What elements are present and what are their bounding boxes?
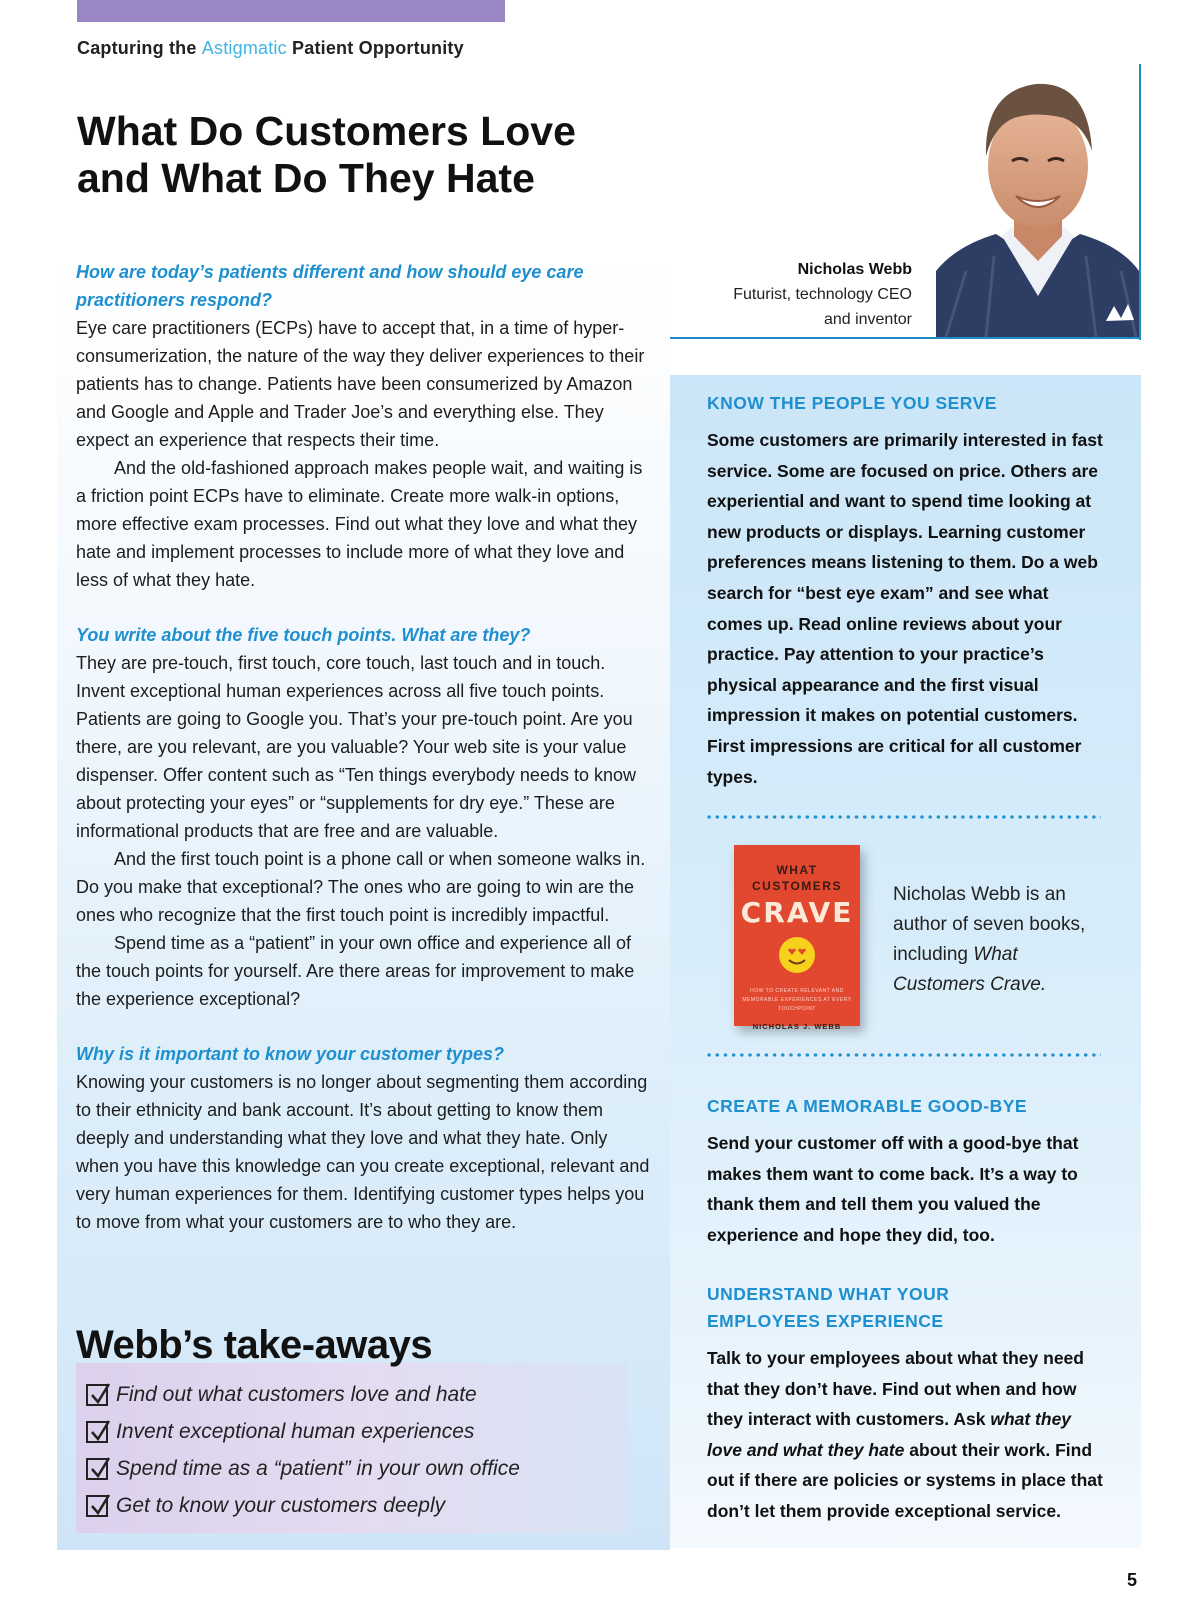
running-head-pre: Capturing the <box>77 38 202 58</box>
page-number: 5 <box>1127 1570 1138 1590</box>
book-author: NICHOLAS J. WEBB <box>752 1022 842 1031</box>
book-caption-text: Nicholas Webb is an author of seven books, including <box>893 884 1086 965</box>
portrait-rule-vertical <box>1139 64 1141 340</box>
takeaway-text: Get to know your customers deeply <box>116 1493 446 1517</box>
sidebar-heading-3: UNDERSTAND WHAT YOUR EMPLOYEES EXPERIENCE <box>707 1284 950 1331</box>
answer-1-paragraph-1: Eye care practitioners (ECPs) have to accept that, in a time of hyper-consumerization, the nature of the way they deliver experiences to their patients has to change. Patients have been consumerized by Amazon and Google and Apple and Trader Joe’s and everything else. They expect an experience that respects their time. <box>76 318 645 450</box>
article-body <box>76 258 651 1236</box>
sidebar-body-3-post: about their work. Find out if there are policies or systems in place that don’t let them provide exceptional service. <box>707 1439 1103 1521</box>
portrait-rule-horizontal <box>670 337 1141 339</box>
answer-2-paragraph-2: And the first touch point is a phone call or when someone walks in. Do you make that exceptional? The ones who are going to win are the ones who recognize that the first touch point is incredibly impactful. <box>76 849 646 925</box>
sidebar-body-3-emphasis: what they love and what they hate <box>707 1409 1072 1460</box>
sidebar-section-goodbye <box>707 1093 1107 1250</box>
question-2: You write about the five touch points. What are they? <box>76 625 531 645</box>
question-3: Why is it important to know your customer types? <box>76 1044 505 1064</box>
book-caption-title: What Customers Crave. <box>893 944 1047 995</box>
sidebar-body-3 <box>707 1343 1107 1527</box>
question-1: How are today’s patients different and how should eye care practitioners respond? <box>76 262 584 310</box>
byline-role-1: Futurist, technology CEO <box>733 286 912 303</box>
sidebar-section-know-people <box>707 390 1107 792</box>
takeaway-item <box>86 1376 520 1413</box>
book-caption <box>893 880 1093 1000</box>
book-title-small: WHAT CUSTOMERS <box>752 863 842 893</box>
takeaway-item <box>86 1487 520 1524</box>
running-head-post: Patient Opportunity <box>286 38 464 58</box>
takeaway-item <box>86 1413 520 1450</box>
answer-2-paragraph-1: They are pre-touch, first touch, core touch, last touch and in touch. Invent exceptional human experiences across all five touch points. Patients are going to Google you. That’s your pre-touch point. Are you there, are you relevant, are you valuable? Your web site is your value dispenser. Offer content such as “Ten things everybody needs to know about protecting your eyes” or “supplements for dry eye.” These are informational products that are free and are valuable. <box>76 653 636 841</box>
answer-2-paragraph-3: Spend time as a “patient” in your own office and experience all of the touch points for yourself. Are there areas for improvement to make the experience exceptional? <box>76 933 635 1009</box>
answer-1-paragraph-2: And the old-fashioned approach makes people wait, and waiting is a friction point ECPs have to eliminate. Create more walk-in options, more effective exam processes. Find out what they love and what they hate and implement processes to include more of what they love and less of what they hate. <box>76 458 643 590</box>
sidebar-body-3-pre: Talk to your employees about what they need that they don’t have. Find out when and how they interact with customers. Ask <box>707 1348 1084 1430</box>
sidebar-body-2: Send your customer off with a good-bye that makes them want to come back. It’s a way to thank them and tell them you valued the experience and hope they did, too. <box>707 1133 1079 1245</box>
page-title: What Do Customers Love and What Do They Hate <box>77 108 576 201</box>
sidebar-section-employees <box>707 1281 1107 1527</box>
running-head-accent: Astigmatic <box>201 38 287 58</box>
byline <box>700 257 912 332</box>
takeaway-text: Find out what customers love and hate <box>116 1382 477 1406</box>
book-title-big: CRAVE <box>740 896 854 929</box>
top-color-bar <box>77 0 505 22</box>
byline-name: Nicholas Webb <box>797 261 912 278</box>
takeaways-title: Webb’s take-aways <box>76 1323 433 1367</box>
smiley-heart-eyes-icon <box>777 935 817 975</box>
takeaway-text: Spend time as a “patient” in your own office <box>116 1456 520 1480</box>
dotted-divider <box>705 1053 1101 1057</box>
dotted-divider <box>705 815 1101 819</box>
checkbox-icon <box>86 1495 108 1517</box>
checkbox-icon <box>86 1384 108 1406</box>
sidebar-heading-1: KNOW THE PEOPLE YOU SERVE <box>707 393 997 413</box>
takeaway-text: Invent exceptional human experiences <box>116 1419 475 1443</box>
checkbox-icon <box>86 1421 108 1443</box>
author-portrait <box>936 56 1139 337</box>
checkbox-icon <box>86 1458 108 1480</box>
byline-role-2: and inventor <box>823 311 912 328</box>
sidebar-heading-2: CREATE A MEMORABLE GOOD-BYE <box>707 1096 1028 1116</box>
running-head <box>77 38 464 59</box>
answer-3-paragraph-1: Knowing your customers is no longer about segmenting them according to their ethnicity and bank account. It’s about getting to know them deeply and understanding what they love and what they hate. Only when you have this knowledge can you create exceptional, relevant and very human experiences for them. Identifying customer types helps you to move from what your customers are to who they are. <box>76 1072 650 1232</box>
book-subtitle: HOW TO CREATE RELEVANT AND MEMORABLE EXPERIENCES AT EVERY TOUCHPOINT <box>742 988 852 1012</box>
sidebar-body-1: Some customers are primarily interested in fast service. Some are focused on price. Others are experiential and want to spend time looking at new products or displays. Learning customer preferences means listening to them. Do a web search for “best eye exam” and see what comes up. Read online reviews about your practice. Pay attention to your practice’s physical appearance and the first visual impression it makes on potential customers. First impressions are critical for all customer types. <box>707 430 1103 787</box>
book-cover <box>734 845 860 1031</box>
takeaways-list <box>86 1376 520 1524</box>
takeaway-item <box>86 1450 520 1487</box>
